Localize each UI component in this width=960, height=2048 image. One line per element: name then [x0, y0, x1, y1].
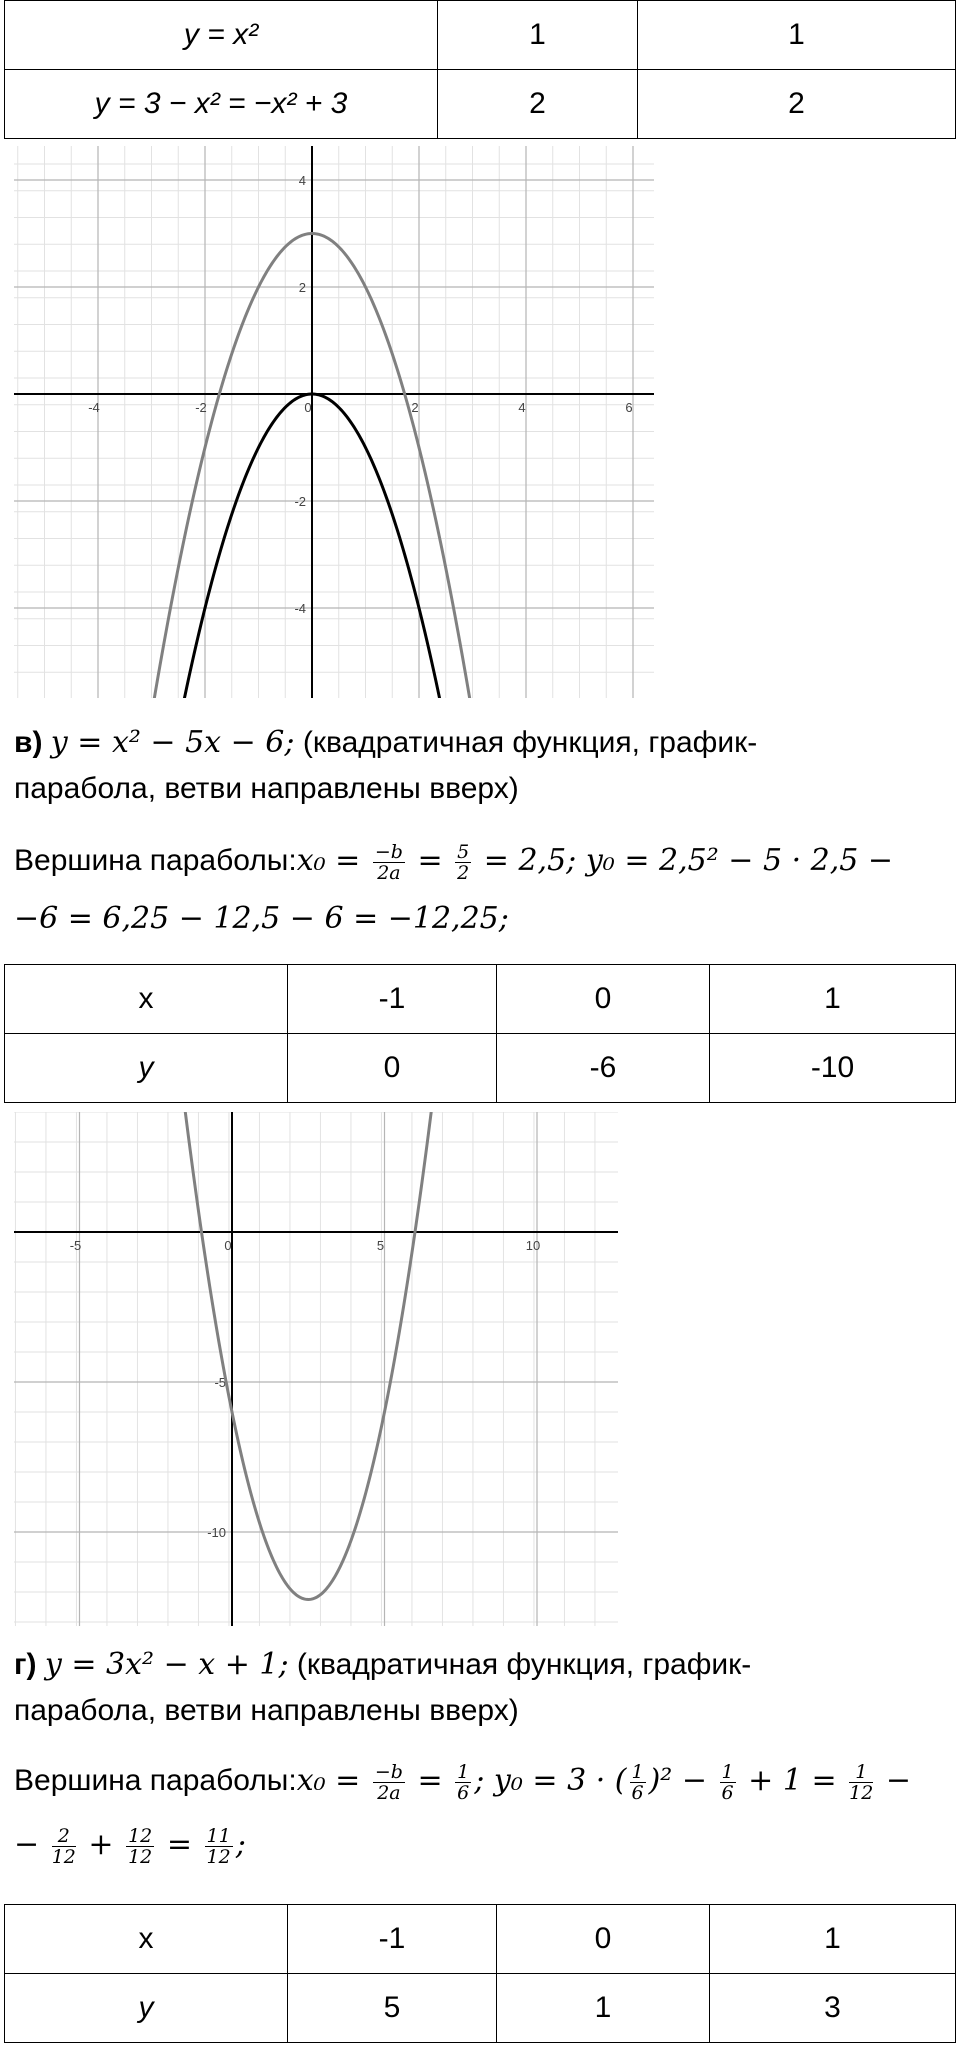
table-cell: 1 — [638, 1, 956, 70]
table-row — [5, 1034, 956, 1103]
table-cell: 1 — [438, 1, 638, 70]
vertex-calc: −6 = 6,25 − 12,5 − 6 = −12,25; — [14, 901, 509, 936]
fraction: $\frac{1}{6}$ — [721, 1760, 734, 1804]
table-row — [5, 1974, 956, 2043]
section-v-heading-line2 — [14, 766, 519, 812]
table-cell: 1 — [710, 965, 956, 1034]
table-cell: y = 3 − x² = −x² + 3 — [5, 70, 438, 139]
table-1 — [4, 0, 956, 139]
vertex-x0: x₀ = — [296, 1763, 370, 1798]
y-tick-label: -4 — [294, 601, 306, 616]
table-cell: 3 — [710, 1974, 956, 2043]
fraction: $\frac{-b}{2a}$ — [374, 1760, 403, 1804]
table-cell: x — [5, 1905, 288, 1974]
fraction: $\frac{-b}{2a}$ — [374, 840, 403, 884]
table-cell: y — [5, 1974, 288, 2043]
section-letter: в) — [14, 726, 43, 759]
table-3 — [4, 1904, 956, 2043]
graph-1 — [14, 146, 654, 698]
y-tick-label: -5 — [214, 1375, 226, 1390]
x-tick-label: 6 — [625, 400, 633, 415]
vertex-calc: − — [876, 1763, 912, 1798]
vertex-calc: )² − — [648, 1763, 717, 1798]
table-cell: 1 — [497, 1974, 710, 2043]
table-cell: 0 — [497, 1905, 710, 1974]
vertex-label: Вершина параболы: — [14, 1764, 297, 1797]
fraction: $\frac{1}{6}$ — [631, 1760, 644, 1804]
section-v-heading — [14, 720, 757, 766]
table-cell: -6 — [497, 1034, 710, 1103]
table-cell: 0 — [497, 965, 710, 1034]
vertex-calc: + — [78, 1827, 124, 1862]
x-tick-label: -2 — [195, 400, 207, 415]
y-tick-label: -10 — [207, 1525, 226, 1540]
function-formula: y = 3x² − x + 1; — [44, 1647, 289, 1682]
graph-2 — [14, 1112, 618, 1626]
fraction: $\frac{2}{12}$ — [51, 1824, 76, 1868]
vertex-calc: ; — [235, 1827, 246, 1862]
equals: = — [407, 843, 453, 878]
function-description: (квадратичная функция, график- — [288, 1648, 752, 1681]
x-tick-label: 4 — [518, 400, 526, 415]
vertex-line: Вершина параболы:x₀ = $\frac{-b}{2a}$ = $\frac{1}{6}$ ; y₀ = 3 · ( $\frac{1}{6}$ )² − $\frac{1}{6}$ + 1 = $\frac{1}{12}$ − — [14, 1760, 912, 1804]
y-tick-label: 4 — [298, 173, 306, 188]
function-description: парабола, ветви направлены вверх) — [14, 772, 519, 805]
table-row — [5, 1, 956, 70]
function-description: (квадратичная функция, график- — [294, 726, 758, 759]
fraction: $\frac{1}{12}$ — [849, 1760, 874, 1804]
vertex-x0: x₀ = — [296, 843, 370, 878]
vertex-calc: + 1 = — [738, 1763, 847, 1798]
function-formula: y = x² − 5x − 6; — [50, 725, 295, 760]
table-cell: -1 — [288, 1905, 497, 1974]
table-cell: 2 — [438, 70, 638, 139]
vertex-calc: = — [157, 1827, 202, 1862]
vertex-label: Вершина параболы: — [14, 844, 297, 877]
y-tick-label: -2 — [294, 494, 306, 509]
table-cell: 5 — [288, 1974, 497, 2043]
table-row — [5, 1905, 956, 1974]
table-cell: y — [5, 1034, 288, 1103]
table-cell: -10 — [710, 1034, 956, 1103]
function-description: парабола, ветви направлены вверх) — [14, 1694, 519, 1727]
y-tick-label: 2 — [298, 280, 306, 295]
vertex-calc: = 2,5; y₀ = 2,5² − 5 · 2,5 − — [474, 843, 894, 878]
vertex-line — [14, 838, 893, 884]
section-g-heading-line2 — [14, 1688, 519, 1734]
fraction: $\frac{11}{12}$ — [206, 1824, 231, 1868]
table-cell: -1 — [288, 965, 497, 1034]
table-cell: 0 — [288, 1034, 497, 1103]
table-row — [5, 70, 956, 139]
table-cell: 1 — [710, 1905, 956, 1974]
vertex-calc: ; y₀ = 3 · ( — [474, 1763, 627, 1798]
table-cell: 2 — [638, 70, 956, 139]
table-cell: x — [5, 965, 288, 1034]
fraction: $\frac{1}{6}$ — [457, 1760, 470, 1804]
table-row — [5, 965, 956, 1034]
vertex-line-2 — [14, 1822, 246, 1868]
fraction: $\frac{5}{2}$ — [457, 840, 470, 884]
table-2 — [4, 964, 956, 1103]
x-tick-label: 0 — [224, 1238, 232, 1253]
x-tick-label: 5 — [376, 1238, 385, 1253]
vertex-calc: − — [14, 1827, 49, 1862]
vertex-line-2 — [14, 896, 509, 942]
fraction: $\frac{12}{12}$ — [128, 1824, 153, 1868]
x-tick-label: -5 — [69, 1238, 82, 1253]
section-g-heading — [14, 1642, 751, 1688]
x-tick-label: 2 — [411, 400, 419, 415]
x-tick-label: -4 — [88, 400, 100, 415]
table-cell: y = x² — [5, 1, 438, 70]
x-tick-label: 10 — [525, 1238, 541, 1253]
section-letter: г) — [14, 1648, 37, 1681]
x-tick-label: 0 — [304, 400, 312, 415]
